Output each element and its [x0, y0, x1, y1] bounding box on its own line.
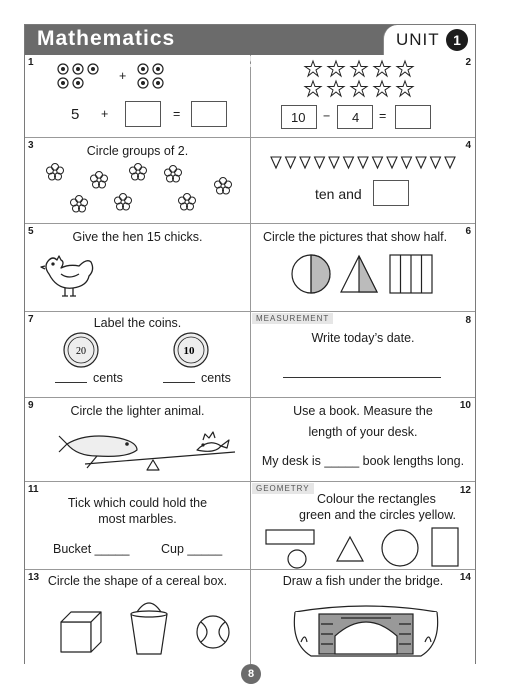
quarters-rectangle-icon — [389, 254, 433, 294]
triangle-mark — [286, 157, 296, 168]
question-number: 9 — [28, 400, 34, 411]
question-number: 13 — [28, 572, 40, 583]
seesaw-whale-fish-icon — [57, 422, 247, 478]
question-number: 14 — [459, 572, 471, 583]
star-rows-icon — [305, 61, 425, 99]
coin-icon — [173, 332, 209, 368]
question-1 — [25, 55, 250, 137]
triangle-mark — [387, 157, 397, 168]
question-number: 11 — [28, 484, 39, 495]
hen-icon — [39, 252, 99, 302]
triangle-mark — [416, 157, 426, 168]
triangle-mark — [358, 157, 368, 168]
question-text: Circle the shape of a cereal box. — [47, 574, 228, 588]
page-title: Mathematics — [37, 27, 176, 50]
question-text: Tick which could hold the — [67, 496, 208, 510]
question-5 — [25, 224, 250, 311]
question-11 — [25, 482, 250, 569]
triangle-shape-icon[interactable] — [335, 535, 365, 563]
question-number: 1 — [28, 57, 34, 68]
coin-value-10: 10 — [183, 345, 195, 357]
unit-number-badge: 1 — [446, 29, 468, 51]
answer-box[interactable] — [125, 101, 161, 127]
page-number-badge: 8 — [241, 664, 261, 684]
question-text: Label the coins. — [93, 316, 182, 330]
question-number: 2 — [465, 57, 471, 68]
worksheet-page — [24, 24, 476, 664]
question-number: 6 — [465, 226, 471, 237]
unit-label: cents — [93, 371, 123, 385]
question-7 — [25, 312, 250, 397]
minus-sign: − — [323, 109, 331, 123]
cube-icon[interactable] — [59, 610, 103, 654]
question-text: Draw a fish under the bridge. — [282, 574, 444, 588]
triangle-mark — [402, 157, 412, 168]
flowers-icon — [43, 160, 243, 220]
triangle-mark — [373, 157, 383, 168]
triangle-mark — [431, 157, 441, 168]
half-circle-icon — [291, 254, 331, 294]
question-text: length of your desk. — [308, 425, 418, 439]
question-6 — [251, 224, 475, 311]
question-text: Circle the pictures that show half. — [263, 230, 448, 244]
question-text: green and the circles yellow. — [299, 508, 457, 522]
answer-box[interactable] — [395, 105, 431, 129]
question-number: 5 — [28, 226, 34, 237]
flower-group-left-icon — [53, 61, 113, 91]
question-text: My desk is _____ book lengths long. — [261, 454, 465, 468]
triangle-mark — [344, 157, 354, 168]
answer-line[interactable] — [163, 382, 195, 383]
equals-sign: = — [173, 107, 181, 121]
question-2 — [251, 55, 475, 137]
minuend-value: 10 — [291, 110, 306, 125]
question-9 — [25, 398, 250, 481]
unit-label: UNIT — [396, 30, 440, 49]
rectangle-shape-icon[interactable] — [431, 527, 459, 567]
question-text: Write today’s date. — [311, 331, 415, 345]
answer-box[interactable] — [191, 101, 227, 127]
bucket-icon[interactable] — [129, 598, 169, 656]
question-10 — [251, 398, 475, 481]
triangle-mark — [329, 157, 339, 168]
addend-value: 5 — [71, 106, 80, 123]
answer-line[interactable] — [55, 382, 87, 383]
subtrahend-box — [337, 105, 373, 129]
section-tag-geometry: GEOMETRY — [252, 483, 314, 494]
question-13 — [25, 570, 250, 664]
question-number: 8 — [465, 315, 471, 326]
triangle-mark — [271, 157, 281, 168]
unit-label: cents — [201, 371, 231, 385]
rectangle-shape-icon[interactable] — [265, 529, 315, 545]
plus-sign: + — [119, 69, 127, 83]
coin-value-20: 20 — [76, 346, 86, 357]
header-bar — [25, 25, 475, 55]
question-14 — [251, 570, 475, 664]
cup-option[interactable]: Cup _____ — [161, 542, 223, 556]
unit-tab — [383, 25, 475, 55]
date-answer-line[interactable] — [283, 377, 441, 378]
question-number: 10 — [459, 400, 471, 411]
ball-icon[interactable] — [195, 614, 231, 650]
section-tag-measurement: MEASUREMENT — [252, 313, 333, 324]
half-triangle-icon — [339, 254, 379, 294]
bucket-option[interactable]: Bucket _____ — [53, 542, 130, 556]
circle-shape-icon[interactable] — [381, 529, 419, 567]
question-text: most marbles. — [98, 512, 177, 526]
triangle-mark — [315, 157, 325, 168]
subtrahend-value: 4 — [352, 110, 360, 125]
minuend-box — [281, 105, 317, 129]
triangle-mark — [445, 157, 455, 168]
circle-shape-icon[interactable] — [287, 549, 307, 569]
question-text: Circle groups of 2. — [86, 144, 189, 158]
answer-box[interactable] — [373, 180, 409, 206]
question-number: 7 — [28, 314, 34, 325]
flower-group-right-icon — [133, 61, 178, 91]
bridge-icon — [291, 594, 441, 660]
question-text: Use a book. Measure the — [293, 404, 433, 418]
question-text: Colour the rectangles — [317, 492, 436, 506]
question-text: ten and — [315, 186, 362, 202]
question-text: Give the hen 15 chicks. — [72, 230, 203, 244]
triangle-mark — [300, 157, 310, 168]
plus-sign: + — [101, 107, 109, 121]
question-number: 12 — [459, 485, 471, 496]
equals-sign: = — [379, 109, 387, 123]
question-number: 4 — [465, 140, 471, 151]
question-number: 3 — [28, 140, 34, 151]
question-4 — [251, 138, 475, 223]
question-text: Circle the lighter animal. — [70, 404, 205, 418]
coin-icon — [63, 332, 99, 368]
triangles-icon — [271, 156, 461, 170]
question-3 — [25, 138, 250, 223]
